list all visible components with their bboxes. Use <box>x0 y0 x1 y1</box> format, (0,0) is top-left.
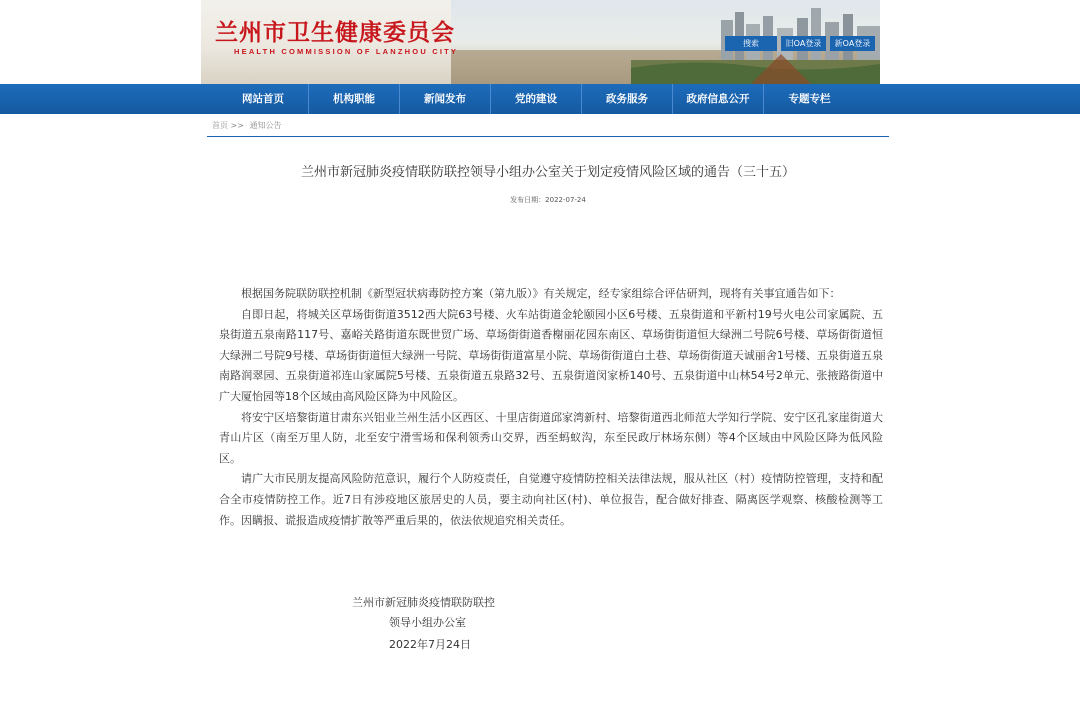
article-paragraph: 根据国务院联防联控机制《新型冠状病毒防控方案（第九版）》有关规定，经专家组综合评估研判，现将有关事宜通告如下： <box>241 287 841 300</box>
breadcrumb-current-link[interactable]: 通知公告 <box>249 121 282 130</box>
breadcrumb <box>207 117 889 137</box>
new-oa-login-button[interactable]: 新OA登录 <box>830 36 875 51</box>
site-title-en: HEALTH COMMISSION OF LANZHOU CITY <box>234 47 459 56</box>
main-nav <box>0 84 1080 114</box>
search-button[interactable]: 搜索 <box>725 36 777 51</box>
old-oa-login-button[interactable]: 旧OA登录 <box>781 36 826 51</box>
nav-item-services[interactable]: 政务服务 <box>582 84 673 114</box>
breadcrumb-home-link[interactable]: 首页 <box>212 121 228 130</box>
article-paragraph: 将安宁区培黎街道甘肃东兴铝业兰州生活小区西区、十里店街道邱家湾新村、培黎街道西北师范大学知行学院、安宁区孔家崖街道大青山片区（南至万里人防，北至安宁滑雪场和保利领秀山交界，西至蚂蚁沟，东至民政厅林场东侧）等4个区域由中风险区降为低风险区。 <box>219 410 883 465</box>
nav-item-functions[interactable]: 机构职能 <box>309 84 400 114</box>
article-paragraph: 自即日起，将城关区草场街街道3512西大院63号楼、火车站街道金轮颐园小区6号楼、五泉街道和平新村19号火电公司家属院、五泉街道五泉南路117号、嘉峪关路街道东既世贸广场、草场街街道香榭丽花园东南区、草场街街道恒大绿洲二号院6号楼、草场街街道恒大绿洲二号院9号楼、草场街街道恒大绿洲一号院、草场街街道富星小院、草场街街道白土巷、草场街街道天诚丽舍1号楼、五泉街道五泉南路润翠园、五泉街道祁连山家属院5号楼、五泉街道五泉路32号、五泉街道闵家桥140号、五泉街道中山林54号2单元、张掖路街道中广大厦怡园等18个区域由高风险区降为中风险区。 <box>219 307 883 403</box>
nav-item-home[interactable]: 网站首页 <box>218 84 309 114</box>
site-title-cn: 兰州市卫生健康委员会 <box>215 20 455 46</box>
article-body <box>219 284 883 531</box>
signature-org-line2: 领导小组办公室 <box>389 616 466 629</box>
publish-date: 发布日期：2022-07-24 <box>510 196 586 204</box>
nav-item-news[interactable]: 新闻发布 <box>400 84 491 114</box>
header-banner <box>201 0 880 84</box>
article-title: 兰州市新冠肺炎疫情联防联控领导小组办公室关于划定疫情风险区域的通告（三十五） <box>300 165 795 180</box>
signature-org-line1: 兰州市新冠肺炎疫情联防联控 <box>352 596 495 609</box>
nav-item-info-disclosure[interactable]: 政府信息公开 <box>673 84 764 114</box>
nav-item-topics[interactable]: 专题专栏 <box>788 93 831 105</box>
signature-date: 2022年7月24日 <box>389 638 471 651</box>
article-paragraph: 请广大市民朋友提高风险防范意识，履行个人防疫责任，自觉遵守疫情防控相关法律法规，服从社区（村）疫情防控管理，支持和配合全市疫情防控工作。近7日有涉疫地区旅居史的人员，要主动向社区(村)、单位报告，配合做好排查、隔离医学观察、核酸检测等工作。因瞒报、谎报造成疫情扩散等严重后果的，依法依规追究相关责任。 <box>219 472 883 527</box>
breadcrumb-separator: >> <box>230 121 244 130</box>
nav-item-party[interactable]: 党的建设 <box>491 84 582 114</box>
header-buttons <box>725 36 875 51</box>
